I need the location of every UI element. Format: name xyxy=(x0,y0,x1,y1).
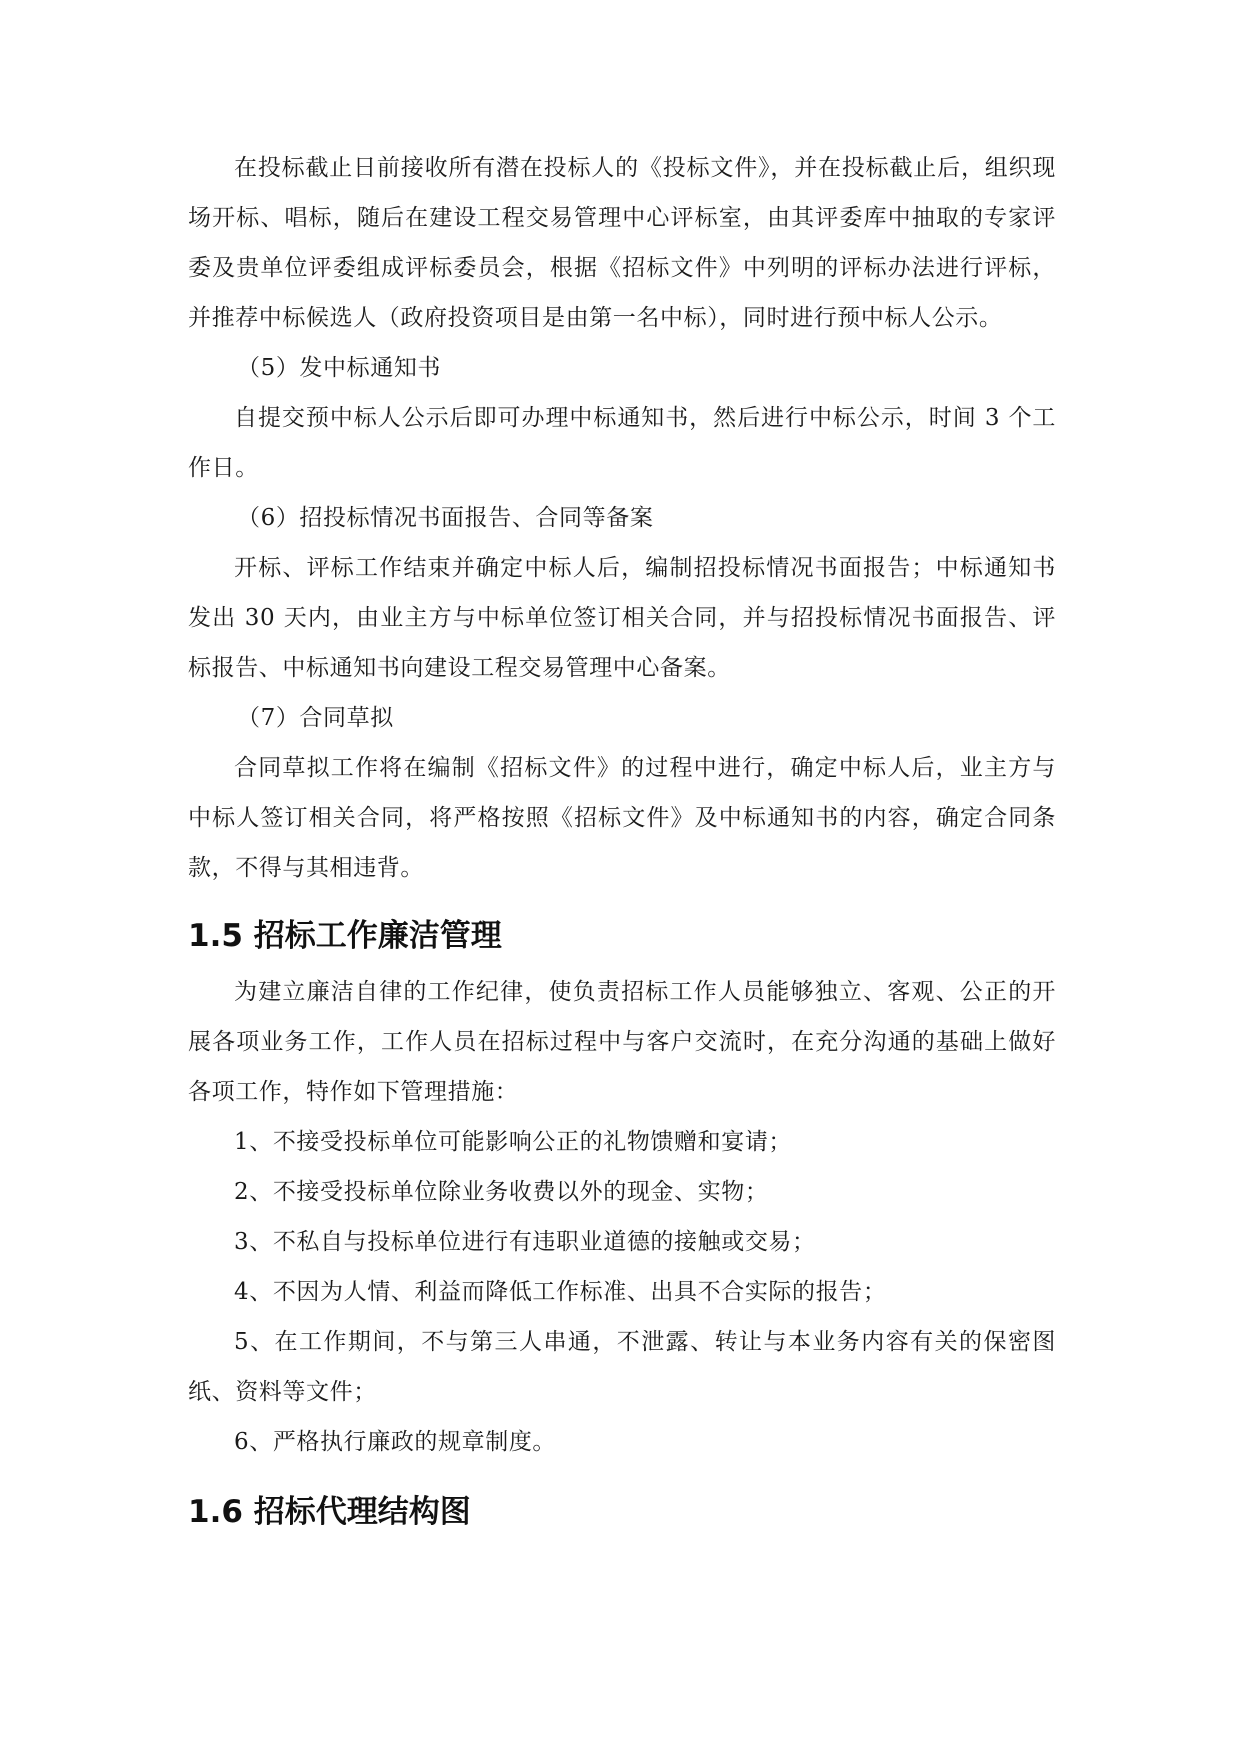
step6-title: （6）招投标情况书面报告、合同等备案 xyxy=(237,505,654,531)
step6-paragraph: 开标、评标工作结束并确定中标人后，编制招投标情况书面报告；中标通知书发出 30 天内，由业主方与中标单位签订相关合同，并与招投标情况书面报告、评标报告、中标通知书向建设工程交易管理中心备案。 xyxy=(188,555,1056,681)
list-item: 1、不接受投标单位可能影响公正的礼物馈赠和宴请； xyxy=(234,1129,793,1155)
step7-title: （7）合同草拟 xyxy=(237,705,394,731)
list-item: 2、不接受投标单位除业务收费以外的现金、实物； xyxy=(234,1179,769,1205)
step7-paragraph: 合同草拟工作将在编制《招标文件》的过程中进行，确定中标人后，业主方与中标人签订相关合同，将严格按照《招标文件》及中标通知书的内容，确定合同条款，不得与其相违背。 xyxy=(188,755,1056,881)
list-item: 5、在工作期间，不与第三人串通，不泄露、转让与本业务内容有关的保密图纸、资料等文件； xyxy=(188,1329,1056,1405)
list-item: 6、严格执行廉政的规章制度。 xyxy=(234,1429,557,1455)
section-heading-1-6: 1.6 招标代理结构图 xyxy=(188,1494,471,1530)
section-1-5-intro: 为建立廉洁自律的工作纪律，使负责招标工作人员能够独立、客观、公正的开展各项业务工作，工作人员在招标过程中与客户交流时，在充分沟通的基础上做好各项工作，特作如下管理措施： xyxy=(188,979,1056,1105)
list-item: 4、不因为人情、利益而降低工作标准、出具不合实际的报告； xyxy=(234,1279,887,1305)
step5-title: （5）发中标通知书 xyxy=(237,355,442,381)
document-body xyxy=(188,143,1056,1529)
evaluation-paragraph: 在投标截止日前接收所有潜在投标人的《投标文件》，并在投标截止后，组织现场开标、唱标，随后在建设工程交易管理中心评标室，由其评委库中抽取的专家评委及贵单位评委组成评标委员会，根据《招标文件》中列明的评标办法进行评标，并推荐中标候选人（政府投资项目是由第一名中标），同时进行预中标人公示。 xyxy=(188,155,1056,331)
section-heading-1-5: 1.5 招标工作廉洁管理 xyxy=(188,918,502,954)
list-item: 3、不私自与投标单位进行有违职业道德的接触或交易； xyxy=(234,1229,816,1255)
step5-paragraph: 自提交预中标人公示后即可办理中标通知书，然后进行中标公示，时间 3 个工作日。 xyxy=(188,405,1056,481)
